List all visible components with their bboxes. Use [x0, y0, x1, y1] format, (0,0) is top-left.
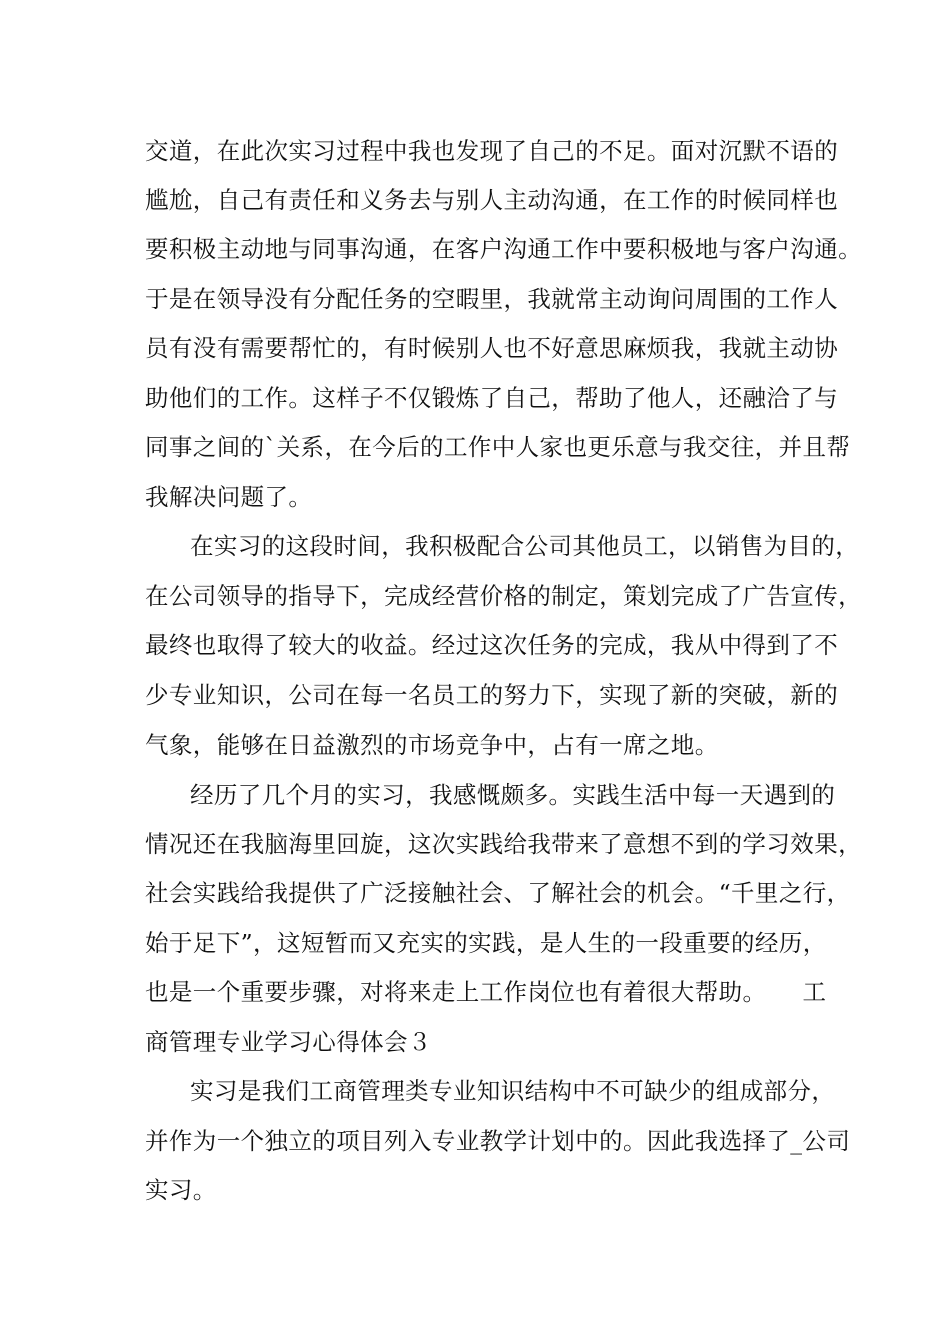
text-line: 气象，能够在日益激烈的市场竞争中，占有一席之地。: [145, 731, 719, 759]
text-line: 交道，在此次实习过程中我也发现了自己的不足。面对沉默不语的: [145, 137, 839, 165]
text-line: 实习。: [145, 1176, 217, 1204]
text-line: 社会实践给我提供了广泛接触社会、了解社会的机会。“千里之行，: [145, 879, 851, 907]
text-line: 尴尬，自己有责任和义务去与别人主动沟通，在工作的时候同样也: [145, 186, 839, 214]
text-line: 助他们的工作。这样子不仅锻炼了自己，帮助了他人，还融洽了与: [145, 384, 839, 412]
text-line: 员有没有需要帮忙的，有时候别人也不好意思麻烦我，我就主动协: [145, 334, 839, 362]
text-line: 最终也取得了较大的收益。经过这次任务的完成，我从中得到了不: [145, 631, 839, 659]
text-line: 也是一个重要步骤，对将来走上工作岗位也有着很大帮助。 工: [145, 978, 827, 1006]
text-line: 于是在领导没有分配任务的空暇里，我就常主动询问周围的工作人: [145, 285, 839, 313]
section-heading: 商管理专业学习心得体会３: [145, 1028, 432, 1056]
text-line: 要积极主动地与同事沟通，在客户沟通工作中要积极地与客户沟通。: [145, 235, 862, 263]
text-line: 少专业知识，公司在每一名员工的努力下，实现了新的突破，新的: [145, 681, 839, 709]
paragraph-first-line: 在实习的这段时间，我积极配合公司其他员工，以销售为目的，: [190, 532, 860, 560]
text-line: 始于足下”，这短暂而又充实的实践，是人生的一段重要的经历，: [145, 929, 827, 957]
text-line: 我解决问题了。: [145, 483, 313, 511]
text-line: 并作为一个独立的项目列入专业教学计划中的。因此我选择了_公司: [145, 1127, 851, 1155]
text-line: 在公司领导的指导下，完成经营价格的制定，策划完成了广告宣传，: [145, 582, 862, 610]
paragraph-first-line: 实习是我们工商管理类专业知识结构中不可缺少的组成部分，: [190, 1077, 836, 1105]
paragraph-first-line: 经历了几个月的实习，我感慨颇多。实践生活中每一天遇到的: [190, 781, 836, 809]
text-line: 情况还在我脑海里回旋，这次实践给我带来了意想不到的学习效果，: [145, 830, 862, 858]
text-line: 同事之间的`关系，在今后的工作中人家也更乐意与我交往，并且帮: [145, 433, 851, 461]
